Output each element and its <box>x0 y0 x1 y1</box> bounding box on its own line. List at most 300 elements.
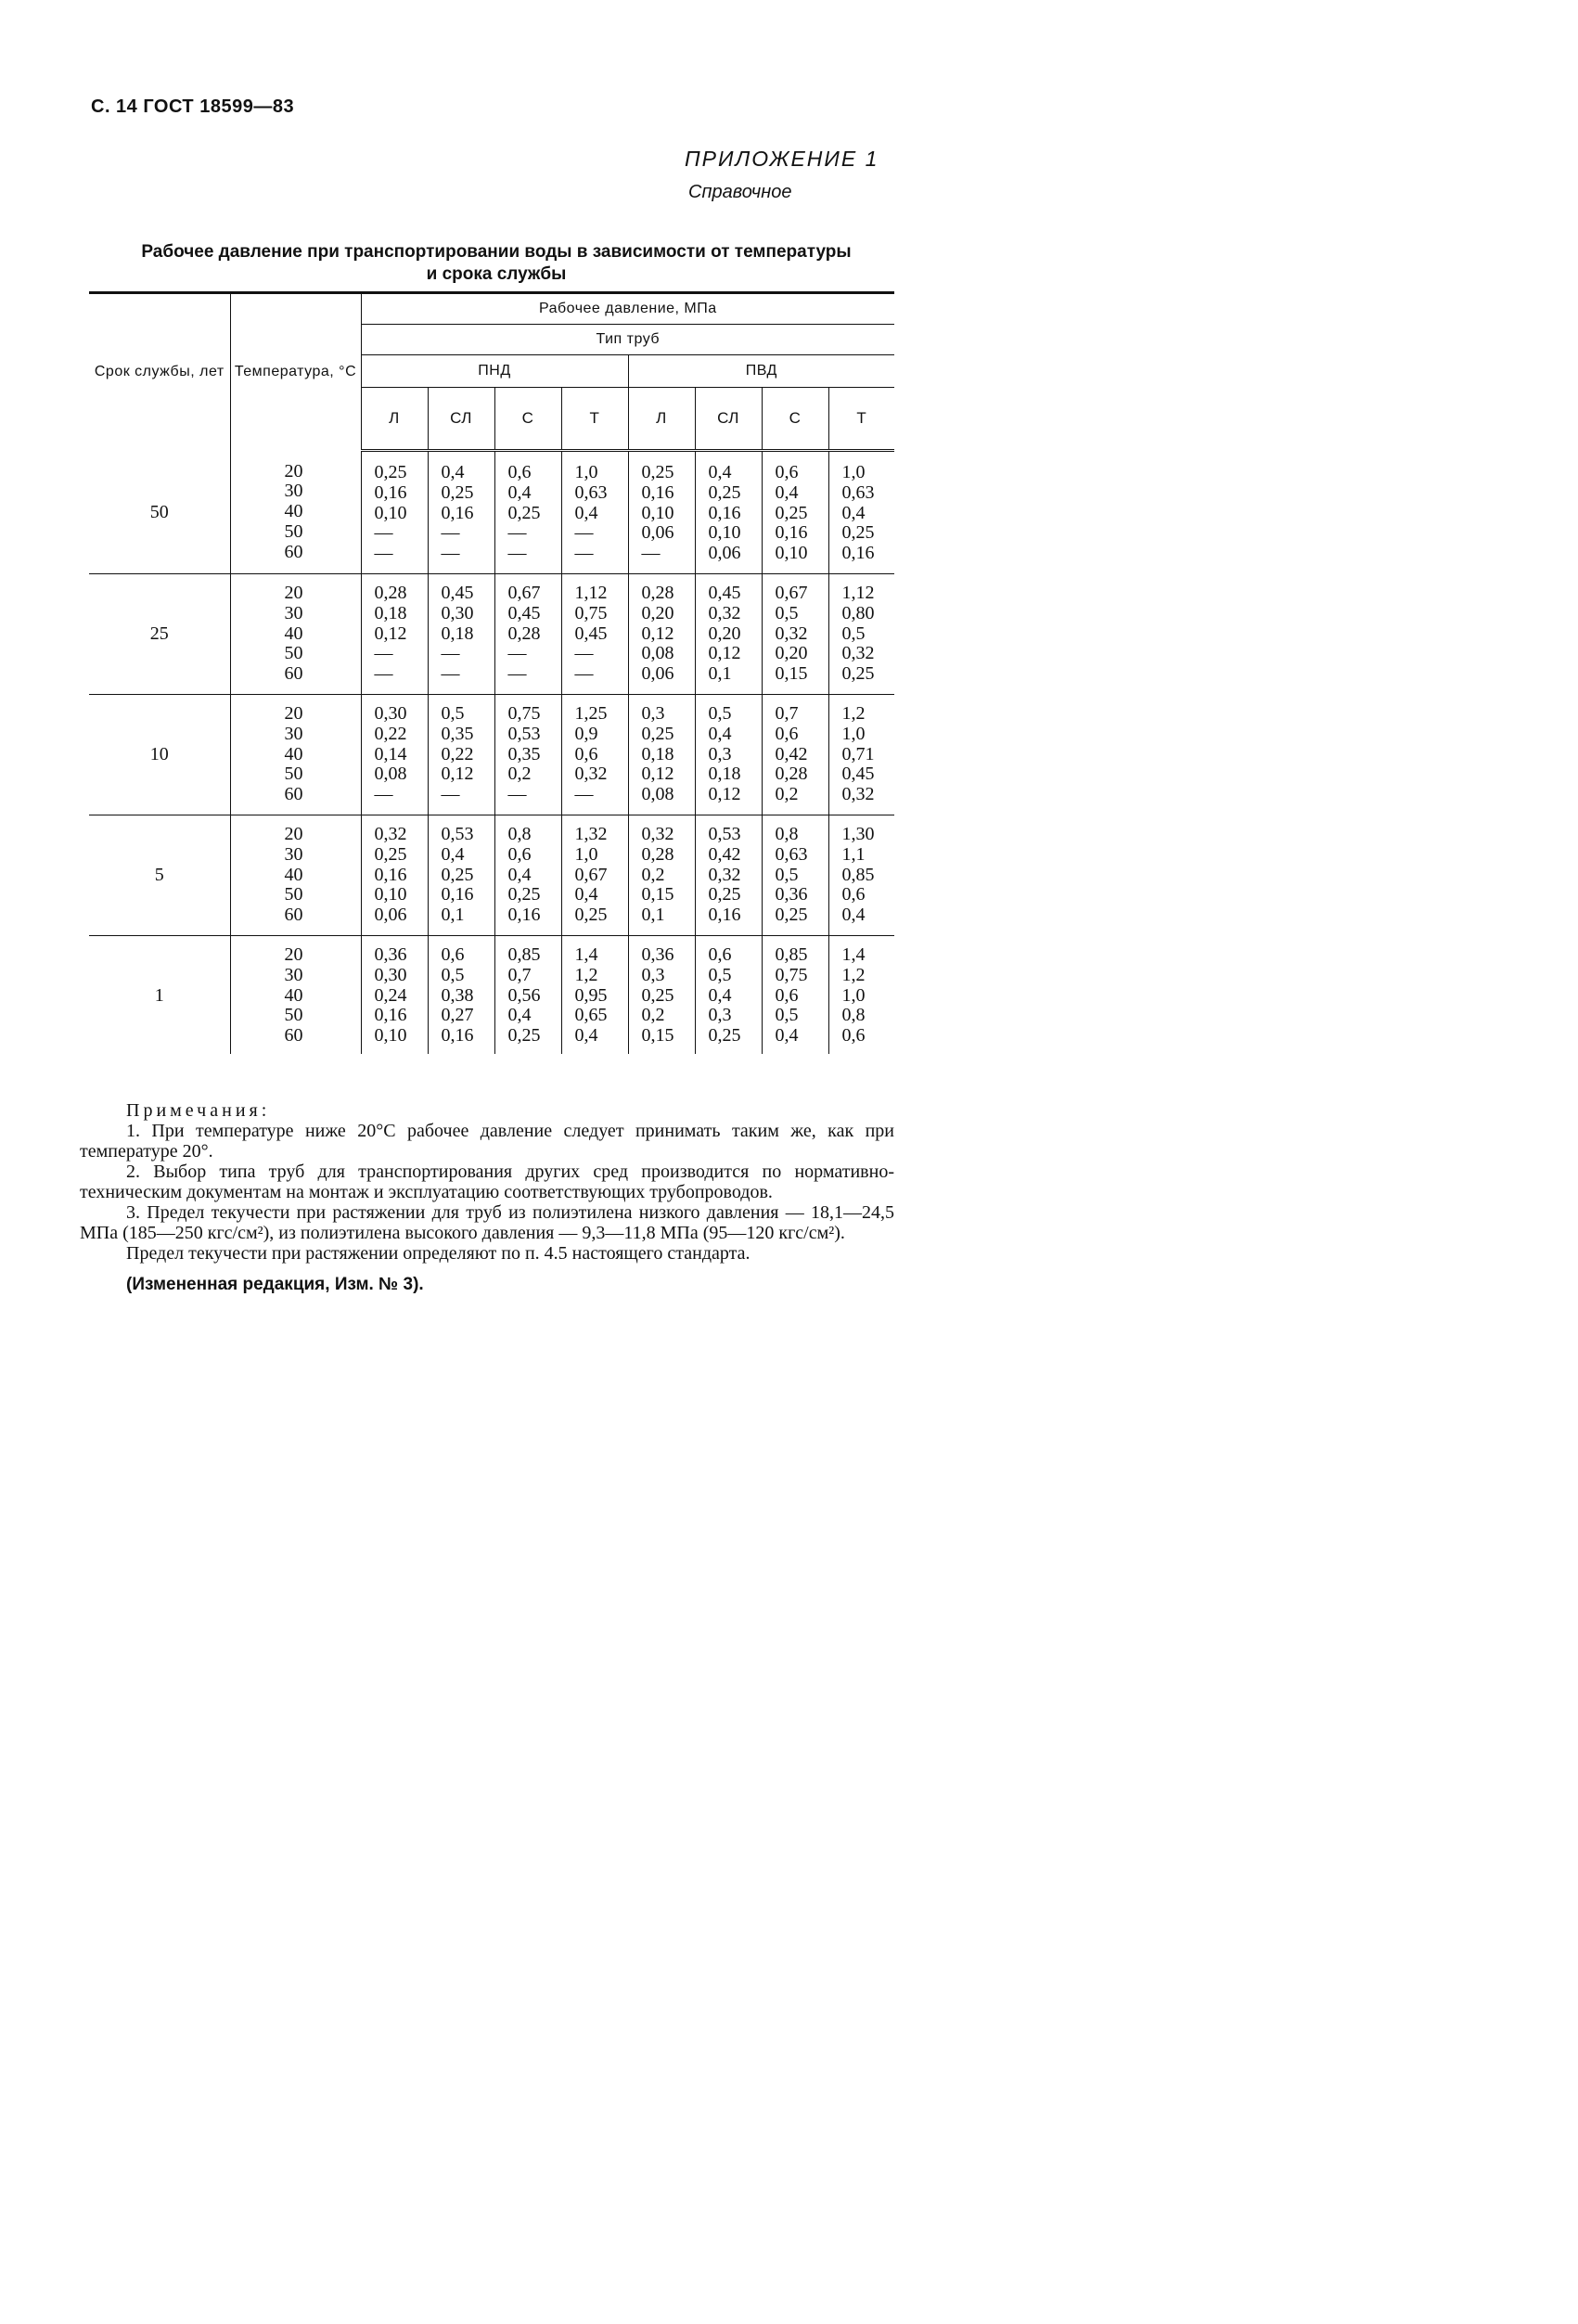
pressure-value: 0,35 <box>441 723 474 744</box>
pressure-value: 0,53 <box>441 823 474 844</box>
pressure-cell-pnd-t <box>561 573 628 694</box>
pressure-value: 0,22 <box>374 723 407 744</box>
pressure-value: 0,6 <box>775 723 799 744</box>
pressure-value: — <box>507 784 527 805</box>
pressure-value: 0,25 <box>374 462 407 482</box>
pressure-value: 0,3 <box>708 1005 732 1026</box>
table-body <box>89 451 894 1054</box>
pvd-s-header: С <box>762 388 828 451</box>
pressure-value: 0,8 <box>507 823 532 844</box>
pressure-value: 0,4 <box>775 481 799 503</box>
pressure-value: 0,2 <box>507 764 532 785</box>
pressure-cell-pvd-s <box>762 451 828 574</box>
pressure-value: — <box>374 522 393 544</box>
pnd-l-header: Л <box>361 388 428 451</box>
pressure-value: 0,67 <box>775 582 808 603</box>
temperature-value: 50 <box>284 1005 303 1026</box>
pressure-value: 0,2 <box>641 864 665 885</box>
appendix-subtitle: Справочное <box>688 182 792 202</box>
pressure-value: 1,30 <box>841 823 875 844</box>
temperature-cell <box>230 573 361 694</box>
edition-note: (Измененная редакция, Изм. № 3). <box>126 1275 424 1294</box>
pressure-value: 0,10 <box>708 522 741 544</box>
pressure-cell-pvd-sl <box>695 451 762 574</box>
pressure-cell-pvd-s <box>762 815 828 935</box>
pressure-value: 0,32 <box>641 823 674 844</box>
col-temp-header: Температура, °С <box>230 293 361 451</box>
pressure-value: 0,5 <box>841 623 866 644</box>
pressure-value: 0,5 <box>441 702 465 724</box>
pressure-value: 0,15 <box>641 1025 674 1046</box>
pressure-value: 0,4 <box>441 462 465 482</box>
pressure-value: 0,16 <box>441 502 474 523</box>
pressure-value: 0,6 <box>775 984 799 1006</box>
temperature-value: 50 <box>284 764 303 785</box>
pressure-value: 0,15 <box>641 884 674 905</box>
pressure-value: 1,0 <box>841 462 866 482</box>
pressure-value: 1,1 <box>841 843 866 865</box>
pressure-value: 0,25 <box>507 502 541 523</box>
pressure-value: 0,25 <box>708 884 741 905</box>
pressure-value: 0,16 <box>841 543 875 564</box>
life-cell: 10 <box>89 694 230 815</box>
pressure-value: 0,27 <box>441 1005 474 1026</box>
pressure-value: 0,16 <box>641 481 674 503</box>
pressure-value: 0,16 <box>441 1025 474 1046</box>
pressure-value: 0,32 <box>841 784 875 805</box>
pressure-value: 0,4 <box>507 864 532 885</box>
pressure-value: 0,12 <box>441 764 474 785</box>
pvd-t-header: Т <box>828 388 894 451</box>
pressure-value: 0,25 <box>574 905 608 926</box>
temperature-value: 50 <box>284 520 303 542</box>
life-cell: 25 <box>89 573 230 694</box>
pnd-t-header: Т <box>561 388 628 451</box>
pressure-value: 0,3 <box>708 743 732 764</box>
pressure-value: 0,06 <box>374 905 407 926</box>
pressure-value: 0,25 <box>641 723 674 744</box>
pressure-value: 0,3 <box>641 702 665 724</box>
pressure-value: 0,06 <box>641 663 674 685</box>
pressure-value: — <box>441 522 460 544</box>
pressure-value: 0,36 <box>641 944 674 965</box>
pressure-value: 0,10 <box>374 884 407 905</box>
pressure-value: — <box>507 643 527 664</box>
pressure-value: 0,1 <box>441 905 465 926</box>
pressure-value: 0,16 <box>775 522 808 544</box>
pressure-value: 0,18 <box>374 602 407 623</box>
pressure-value: — <box>441 543 460 564</box>
pressure-value: 0,9 <box>574 723 598 744</box>
pressure-value: 0,25 <box>841 522 875 544</box>
pnd-s-header: С <box>494 388 561 451</box>
pressure-value: 0,75 <box>574 602 608 623</box>
life-cell: 5 <box>89 815 230 935</box>
pressure-value: — <box>374 663 393 685</box>
pressure-value: 0,6 <box>775 462 799 482</box>
pressure-value: 0,06 <box>708 543 741 564</box>
note-4: Предел текучести при растяжении определяют по п. 4.5 настоящего стандарта. <box>126 1243 751 1264</box>
pressure-value: 0,45 <box>507 602 541 623</box>
pressure-value: 0,45 <box>441 582 474 603</box>
pressure-cell-pvd-l <box>628 815 695 935</box>
pressure-cell-pvd-l <box>628 451 695 574</box>
temperature-cell <box>230 935 361 1053</box>
temperature-cell <box>230 694 361 815</box>
life-cell: 50 <box>89 451 230 574</box>
pressure-value: 0,28 <box>641 582 674 603</box>
pressure-value: 0,25 <box>775 905 808 926</box>
pressure-cell-pvd-sl <box>695 694 762 815</box>
temperature-value: 20 <box>284 460 303 481</box>
group-pnd-header: ПНД <box>361 355 628 388</box>
temperature-value: 50 <box>284 643 303 664</box>
pressure-value: 0,25 <box>775 502 808 523</box>
pressure-value: 0,28 <box>641 843 674 865</box>
pressure-value: 0,32 <box>775 623 808 644</box>
pressure-value: 1,0 <box>841 984 866 1006</box>
pressure-value: — <box>574 522 594 544</box>
pressure-value: 0,4 <box>574 502 598 523</box>
pressure-value: 0,30 <box>374 702 407 724</box>
table-row <box>89 815 894 935</box>
pressure-value: 0,65 <box>574 1005 608 1026</box>
pressure-value: 0,08 <box>641 784 674 805</box>
pressure-cell-pnd-sl <box>428 573 494 694</box>
pressure-value: 0,80 <box>841 602 875 623</box>
temperature-value: 20 <box>284 702 303 724</box>
pressure-value: 0,45 <box>574 623 608 644</box>
pressure-value: 0,32 <box>841 643 875 664</box>
pressure-value: 0,4 <box>708 984 732 1006</box>
pressure-value: 0,12 <box>708 643 741 664</box>
pressure-value: 0,7 <box>775 702 799 724</box>
pressure-value: 1,4 <box>841 944 866 965</box>
pressure-value: 0,10 <box>641 502 674 523</box>
pressure-value: 0,32 <box>374 823 407 844</box>
pressure-value: 0,10 <box>374 502 407 523</box>
pressure-value: 0,5 <box>441 964 465 985</box>
pressure-value: 0,42 <box>708 843 741 865</box>
pressure-value: 0,45 <box>841 764 875 785</box>
pressure-value: 0,6 <box>841 884 866 905</box>
pressure-value: 0,28 <box>775 764 808 785</box>
pressure-value: 0,42 <box>775 743 808 764</box>
pressure-value: 0,4 <box>841 905 866 926</box>
temperature-value: 30 <box>284 964 303 985</box>
pressure-cell-pvd-t <box>828 815 894 935</box>
pressure-value: 1,0 <box>574 462 598 482</box>
temperature-value: 20 <box>284 944 303 965</box>
pressure-cell-pnd-t <box>561 694 628 815</box>
temperature-value: 40 <box>284 623 303 644</box>
pressure-value: — <box>574 663 594 685</box>
pressure-value: 0,4 <box>574 884 598 905</box>
pressure-value: 0,2 <box>641 1005 665 1026</box>
pressure-value: 0,67 <box>507 582 541 603</box>
pressure-value: 1,25 <box>574 702 608 724</box>
pressure-cell-pnd-sl <box>428 815 494 935</box>
pressure-value: 0,12 <box>374 623 407 644</box>
pressure-value: 0,28 <box>374 582 407 603</box>
pressure-cell-pvd-l <box>628 694 695 815</box>
pressure-value: 0,14 <box>374 743 407 764</box>
pressure-cell-pnd-s <box>494 573 561 694</box>
pressure-value: 0,16 <box>708 905 741 926</box>
pressure-value: 0,53 <box>507 723 541 744</box>
pressure-value: — <box>507 543 527 564</box>
pressure-value: 1,12 <box>841 582 875 603</box>
pressure-value: 0,6 <box>708 944 732 965</box>
pressure-value: 0,6 <box>441 944 465 965</box>
pressure-value: 0,5 <box>775 1005 799 1026</box>
pressure-value: 0,4 <box>708 723 732 744</box>
pressure-value: 0,75 <box>507 702 541 724</box>
pressure-cell-pnd-l <box>361 451 428 574</box>
pressure-value: 1,0 <box>574 843 598 865</box>
pressure-cell-pnd-s <box>494 815 561 935</box>
pressure-value: 0,63 <box>775 843 808 865</box>
notes-heading: Примечания: <box>126 1100 271 1121</box>
pressure-cell-pnd-t <box>561 451 628 574</box>
pressure-value: 0,8 <box>775 823 799 844</box>
pressure-value: 0,16 <box>708 502 741 523</box>
pressure-value: 1,2 <box>841 964 866 985</box>
group-pvd-header: ПВД <box>628 355 894 388</box>
pressure-value: 0,4 <box>708 462 732 482</box>
temperature-cell <box>230 815 361 935</box>
pressure-value: 0,63 <box>841 481 875 503</box>
table-row <box>89 451 894 574</box>
pressure-value: 0,5 <box>775 864 799 885</box>
col-life-header: Срок службы, лет <box>89 293 230 451</box>
note-3: 3. Предел текучести при растяжении для труб из полиэтилена низкого давления — 18,1—24,5 МПа (185—250 кгс/см²), из полиэтилена высокого давления — 9,3—11,8 МПа (95—120 кгс/см²). <box>80 1202 894 1243</box>
pressure-value: 0,6 <box>574 743 598 764</box>
pressure-value: 0,30 <box>374 964 407 985</box>
pressure-value: 0,71 <box>841 743 875 764</box>
pressure-value: 1,2 <box>574 964 598 985</box>
pressure-value: 0,4 <box>775 1025 799 1046</box>
pressure-value: 0,08 <box>374 764 407 785</box>
pressure-value: 0,18 <box>708 764 741 785</box>
pressure-value: 0,5 <box>775 602 799 623</box>
col-pipe-type-header: Тип труб <box>361 325 894 355</box>
pressure-value: 0,25 <box>641 462 674 482</box>
pressure-value: 0,25 <box>708 1025 741 1046</box>
pressure-cell-pvd-s <box>762 694 828 815</box>
pressure-value: 0,18 <box>441 623 474 644</box>
pressure-cell-pnd-l <box>361 935 428 1053</box>
pressure-value: 0,1 <box>641 905 665 926</box>
pressure-cell-pvd-t <box>828 451 894 574</box>
pressure-value: — <box>374 543 393 564</box>
pressure-value: 0,36 <box>374 944 407 965</box>
pressure-cell-pnd-sl <box>428 935 494 1053</box>
pressure-value: 0,15 <box>775 663 808 685</box>
pressure-value: 0,25 <box>841 663 875 685</box>
pressure-value: 0,85 <box>775 944 808 965</box>
pressure-cell-pvd-s <box>762 573 828 694</box>
pressure-value: 0,6 <box>507 462 532 482</box>
pressure-value: — <box>441 643 460 664</box>
table-title-line2: и срока службы <box>426 264 567 284</box>
pressure-cell-pnd-l <box>361 573 428 694</box>
pressure-value: — <box>507 522 527 544</box>
temperature-cell <box>230 451 361 574</box>
pressure-cell-pvd-sl <box>695 573 762 694</box>
pressure-cell-pvd-t <box>828 694 894 815</box>
pressure-value: — <box>441 784 460 805</box>
pressure-value: 1,4 <box>574 944 598 965</box>
temperature-value: 30 <box>284 843 303 865</box>
pressure-value: 0,5 <box>708 702 732 724</box>
note-1: 1. При температуре ниже 20°С рабочее давление следует принимать таким же, как при температуре 20°. <box>80 1121 894 1162</box>
pressure-value: 0,28 <box>507 623 541 644</box>
pressure-cell-pvd-t <box>828 573 894 694</box>
temperature-value: 60 <box>284 905 303 926</box>
table-title-line1: Рабочее давление при транспортировании воды в зависимости от температуры <box>141 242 852 262</box>
pressure-cell-pvd-t <box>828 935 894 1053</box>
pressure-cell-pnd-t <box>561 815 628 935</box>
pressure-value: 0,25 <box>708 481 741 503</box>
pressure-cell-pnd-t <box>561 935 628 1053</box>
pressure-value: — <box>374 643 393 664</box>
note-2: 2. Выбор типа труб для транспортирования других сред производится по нормативно-техническим документам на монтаж и эксплуатацию соответствующих трубопроводов. <box>80 1162 894 1202</box>
table-row <box>89 694 894 815</box>
pressure-value: 0,67 <box>574 864 608 885</box>
pressure-value: 0,56 <box>507 984 541 1006</box>
col-pressure-header: Рабочее давление, МПа <box>361 293 894 325</box>
temperature-value: 20 <box>284 823 303 844</box>
pressure-value: 0,10 <box>374 1025 407 1046</box>
pressure-value: 0,16 <box>374 1005 407 1026</box>
page-header: С. 14 ГОСТ 18599—83 <box>91 96 295 117</box>
temperature-value: 40 <box>284 743 303 764</box>
pressure-value: 0,20 <box>708 623 741 644</box>
pressure-value: 0,25 <box>374 843 407 865</box>
pressure-value: 0,38 <box>441 984 474 1006</box>
pressure-value: 0,4 <box>574 1025 598 1046</box>
pressure-value: 0,1 <box>708 663 732 685</box>
table-row <box>89 935 894 1053</box>
pressure-value: 0,20 <box>775 643 808 664</box>
pressure-value: 1,2 <box>841 702 866 724</box>
pressure-value: — <box>374 784 393 805</box>
pressure-value: — <box>507 663 527 685</box>
pressure-value: 0,4 <box>441 843 465 865</box>
temperature-value: 40 <box>284 501 303 522</box>
pressure-cell-pvd-l <box>628 935 695 1053</box>
pressure-value: 0,10 <box>775 543 808 564</box>
table-header <box>89 293 894 451</box>
pressure-cell-pvd-l <box>628 573 695 694</box>
pressure-value: 0,53 <box>708 823 741 844</box>
temperature-value: 60 <box>284 541 303 562</box>
temperature-value: 60 <box>284 663 303 685</box>
pressure-value: 0,3 <box>641 964 665 985</box>
life-cell: 1 <box>154 984 164 1006</box>
pressure-value: 0,12 <box>708 784 741 805</box>
pressure-value: 0,16 <box>507 905 541 926</box>
pressure-cell-pnd-s <box>494 694 561 815</box>
pressure-value: 0,25 <box>507 1025 541 1046</box>
pressure-value: 1,12 <box>574 582 608 603</box>
temperature-value: 60 <box>284 784 303 805</box>
pressure-value: 0,4 <box>841 502 866 523</box>
pressure-cell-pnd-l <box>361 694 428 815</box>
pressure-cell-pvd-s <box>762 935 828 1053</box>
pressure-value: 0,20 <box>641 602 674 623</box>
pressure-value: 0,18 <box>641 743 674 764</box>
pressure-value: 0,22 <box>441 743 474 764</box>
pressure-value: 0,08 <box>641 643 674 664</box>
notes <box>80 1100 894 1295</box>
pressure-value: — <box>574 543 594 564</box>
pressure-value: 0,95 <box>574 984 608 1006</box>
pressure-table <box>89 291 894 1054</box>
pressure-value: 0,16 <box>374 481 407 503</box>
pressure-value: 0,25 <box>441 481 474 503</box>
pressure-value: 0,6 <box>841 1025 866 1046</box>
pressure-value: 0,16 <box>374 864 407 885</box>
table-row <box>89 573 894 694</box>
pvd-l-header: Л <box>628 388 695 451</box>
pressure-value: 1,0 <box>841 723 866 744</box>
pressure-cell-pnd-s <box>494 451 561 574</box>
pressure-value: 0,25 <box>441 864 474 885</box>
pressure-value: 0,4 <box>507 1005 532 1026</box>
pressure-value: 0,25 <box>641 984 674 1006</box>
pressure-cell-pvd-sl <box>695 935 762 1053</box>
pressure-value: 0,4 <box>507 481 532 503</box>
temperature-value: 30 <box>284 481 303 502</box>
pressure-value: 0,25 <box>507 884 541 905</box>
pressure-cell-pnd-s <box>494 935 561 1053</box>
pressure-value: 0,24 <box>374 984 407 1006</box>
pressure-value: 0,8 <box>841 1005 866 1026</box>
pressure-value: — <box>641 543 661 564</box>
pressure-value: 0,32 <box>708 864 741 885</box>
pressure-value: 0,16 <box>441 884 474 905</box>
pressure-value: 0,32 <box>574 764 608 785</box>
temperature-value: 60 <box>284 1025 303 1046</box>
temperature-value: 30 <box>284 723 303 744</box>
pressure-value: — <box>574 643 594 664</box>
pvd-sl-header: СЛ <box>695 388 762 451</box>
pressure-value: 0,35 <box>507 743 541 764</box>
pnd-sl-header: СЛ <box>428 388 494 451</box>
temperature-value: 50 <box>284 884 303 905</box>
pressure-value: 0,45 <box>708 582 741 603</box>
pressure-value: 0,85 <box>841 864 875 885</box>
pressure-value: 0,63 <box>574 481 608 503</box>
pressure-cell-pnd-l <box>361 815 428 935</box>
temperature-value: 40 <box>284 984 303 1006</box>
table-title <box>83 241 909 286</box>
pressure-value: 0,12 <box>641 764 674 785</box>
pressure-value: 0,32 <box>708 602 741 623</box>
pressure-value: 0,06 <box>641 522 674 544</box>
pressure-cell-pnd-sl <box>428 451 494 574</box>
pressure-value: 0,2 <box>775 784 799 805</box>
pressure-value: — <box>441 663 460 685</box>
pressure-cell-pvd-sl <box>695 815 762 935</box>
pressure-value: 0,7 <box>507 964 532 985</box>
temperature-value: 40 <box>284 864 303 885</box>
pressure-value: 0,36 <box>775 884 808 905</box>
pressure-value: — <box>574 784 594 805</box>
pressure-value: 0,75 <box>775 964 808 985</box>
